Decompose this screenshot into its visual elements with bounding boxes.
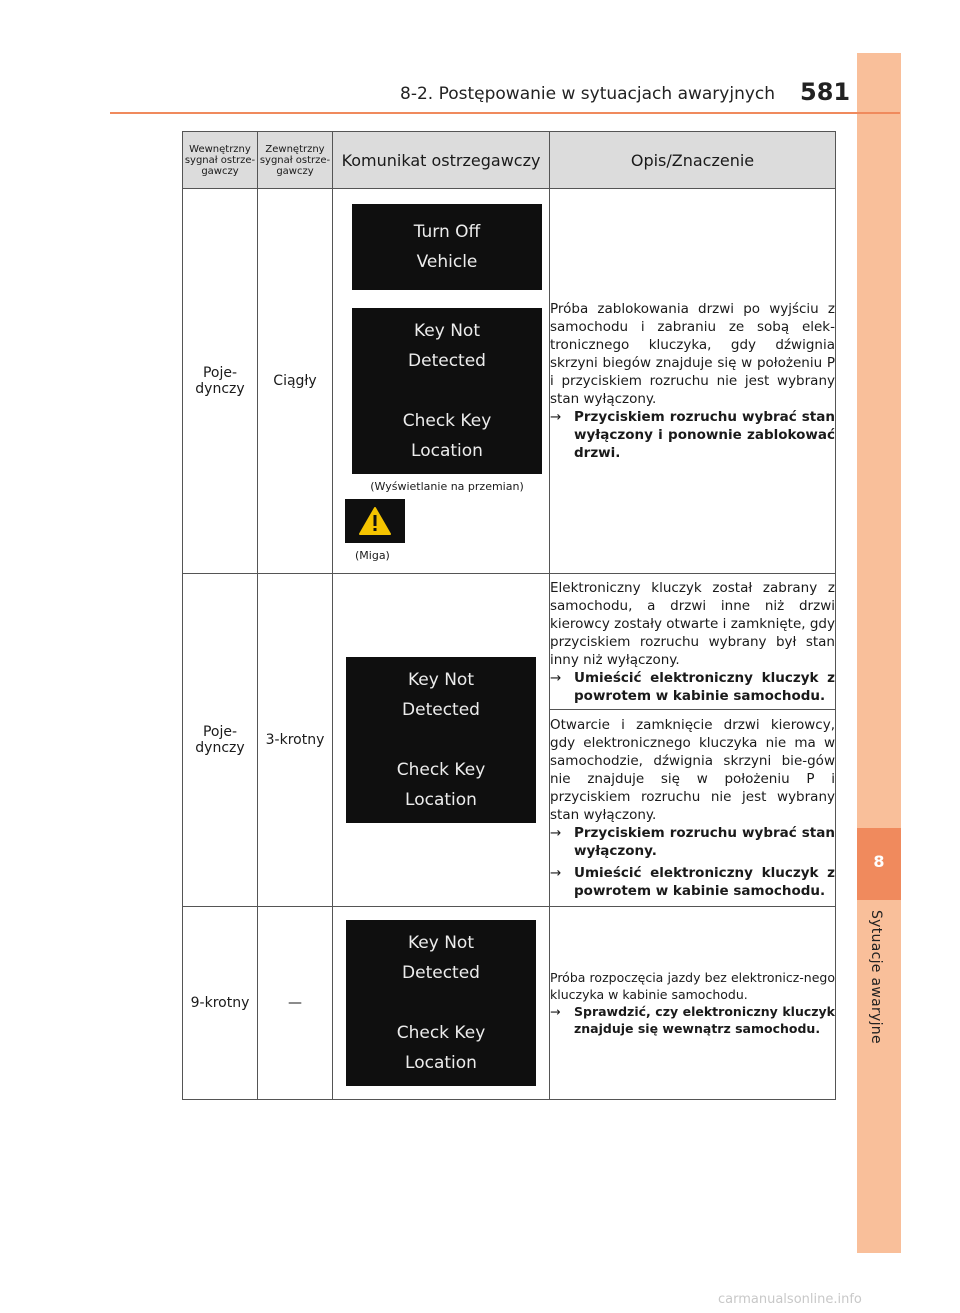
arrow-icon: → [550,865,562,881]
description-text: Elektroniczny kluczyk został zabrany z samochodu, a drzwi inne niż drzwi kierowcy zostały otwarte i zamknięte, gdy przyciskiem rozruchu wybrany był stan inny niż wyłączony. [550,579,835,668]
description-text: Otwarcie i zamknięcie drzwi kierowcy, gdy elektronicznego kluczyka nie ma w samochodzie, dźwignia skrzyni bie-gów nie znajduje się w położeniu P i przyciskiem rozruchu nie jest wybrany stan wyłączony. [550,717,835,823]
message-cell [333,574,550,907]
external-signal: Ciągły [258,189,333,574]
display-screen-key-not-detected [346,657,536,823]
action-item [550,864,835,900]
arrow-icon: → [550,669,562,686]
chapter-label: Sytuacje awaryjne [868,910,884,1044]
description-cell [550,710,836,907]
external-signal: 3-krotny [258,574,333,907]
description-cell [550,189,836,574]
arrow-icon: → [550,825,562,841]
screen-line: Check Key [402,411,492,431]
warning-triangle-icon [358,506,392,536]
screen-line: Key Not [407,933,474,953]
section-title: 8-2. Postępowanie w sytuacjach awaryjnych [400,84,776,104]
description-text: Próba rozpoczęcia jazdy bez elektronicz-nego kluczyka w kabinie samochodu. [550,970,835,1002]
page-number: 581 [800,78,851,106]
screen-line: Detected [402,700,480,720]
header-rule [110,112,900,114]
blink-caption: (Miga) [355,549,390,562]
warning-table [182,131,836,1100]
external-signal: — [258,907,333,1100]
internal-signal: Poje-dynczy [183,574,258,907]
screen-line: Check Key [396,1023,486,1043]
screen-line: Turn Off [413,222,481,242]
screen-line: Location [411,441,483,461]
action-text: Przyciskiem rozruchu wybrać stan wyłączony i ponownie zablokować drzwi. [574,409,835,461]
action-text: Sprawdzić, czy elektroniczny kluczyk znajduje się wewnątrz samochodu. [574,1004,835,1036]
arrow-icon: → [550,409,562,425]
warning-indicator [345,499,405,543]
internal-signal: Poje-dynczy [183,189,258,574]
action-item [550,1003,835,1037]
action-text: Umieścić elektroniczny kluczyk z powrotem w kabinie samochodu. [574,865,835,899]
chapter-number: 8 [873,852,885,871]
description-cell [550,907,836,1100]
action-item [550,669,835,705]
col-header-internal: Wewnętrzny sygnał ostrze-gawczy [183,132,258,189]
display-screen-turn-off [352,204,542,290]
screen-line: Key Not [413,321,480,341]
action-text: Umieścić elektroniczny kluczyk z powrotem w kabinie samochodu. [574,669,835,704]
message-cell [333,189,550,574]
col-header-message: Komunikat ostrzegawczy [333,132,550,189]
internal-signal: 9-krotny [183,907,258,1100]
watermark: carmanualsonline.info [718,1292,862,1307]
screen-line: Detected [402,963,480,983]
screen-line: Check Key [396,760,486,780]
chapter-tab-strip [857,53,901,1253]
screen-line: Location [405,1053,477,1073]
arrow-icon: → [550,1004,561,1019]
description-cell [550,574,836,710]
table-row [183,189,836,574]
screen-line: Vehicle [416,252,478,272]
table-header-row [183,132,836,189]
message-cell [333,907,550,1100]
table-row [183,574,836,710]
display-screen-key-not-detected [352,308,542,474]
action-text: Przyciskiem rozruchu wybrać stan wyłączony. [574,825,835,859]
screen-line: Key Not [407,670,474,690]
action-item [550,408,835,462]
alternating-caption: (Wyświetlanie na przemian) [370,480,524,493]
col-header-external: Zewnętrzny sygnał ostrze-gawczy [258,132,333,189]
display-screen-key-not-detected [346,920,536,1086]
description-text: Próba zablokowania drzwi po wyjściu z samochodu i zabraniu ze sobą elek-tronicznego kluczyka, gdy dźwignia skrzyni biegów znajduje się w położeniu P i przyciskiem rozruchu nie jest wybrany stan wyłączony. [550,301,835,407]
screen-line: Detected [408,351,486,371]
screen-line: Location [405,790,477,810]
table-row [183,907,836,1100]
action-item [550,824,835,860]
col-header-description: Opis/Znaczenie [550,132,836,189]
